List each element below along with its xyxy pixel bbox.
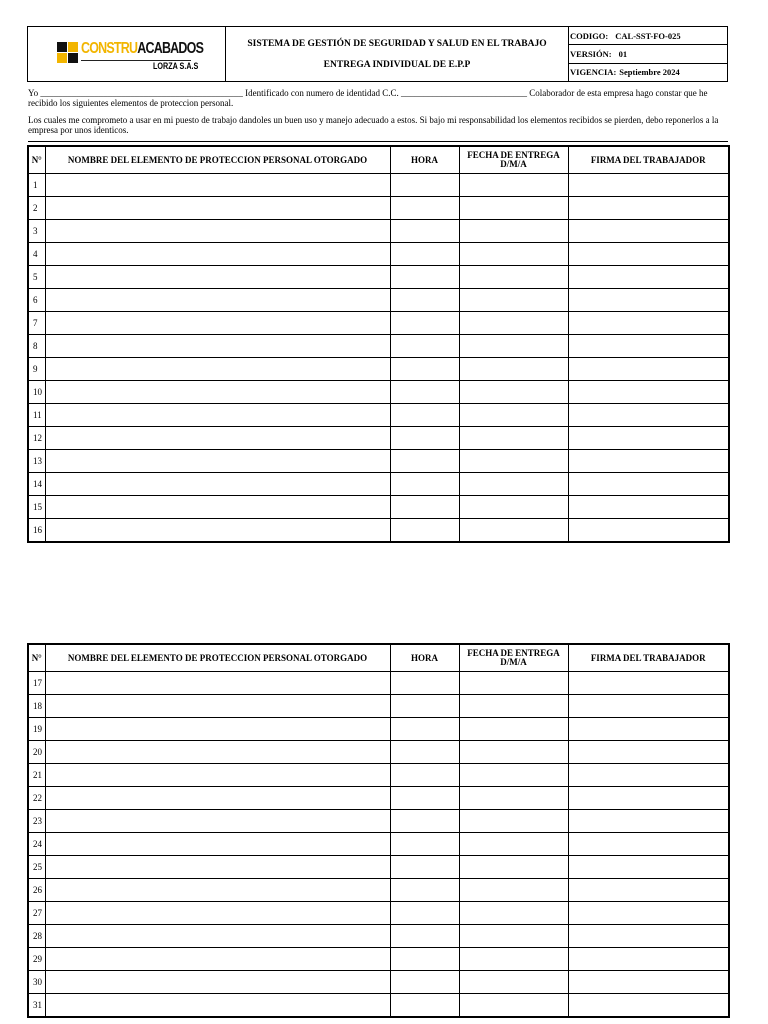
logo-wordmark: CONSTRUACABADOS [80,40,203,57]
col-header-firma: FIRMA DEL TRABAJADOR [568,146,729,174]
hora-field[interactable] [390,312,459,335]
table-row [28,741,729,764]
table-row [28,856,729,879]
firma-field[interactable] [568,519,729,543]
hora-field[interactable] [390,243,459,266]
element-name-field[interactable] [45,810,390,833]
table-row [28,879,729,902]
element-name-field[interactable] [45,695,390,718]
firma-field[interactable] [568,312,729,335]
row-number: 29 [28,948,45,971]
firma-field[interactable] [568,925,729,948]
firma-field[interactable] [568,833,729,856]
hora-field[interactable] [390,741,459,764]
row-number: 9 [28,358,45,381]
table-row [28,764,729,787]
hora-field[interactable] [390,473,459,496]
element-name-field[interactable] [45,672,390,695]
version-label: VERSIÓN: [570,48,612,59]
row-number: 26 [28,879,45,902]
col-header-number: N° [28,146,45,174]
fecha-entrega-field[interactable] [459,174,568,197]
element-name-field[interactable] [45,220,390,243]
firma-field[interactable] [568,787,729,810]
element-name-field[interactable] [45,496,390,519]
row-number: 17 [28,672,45,695]
row-number: 21 [28,764,45,787]
element-name-field[interactable] [45,381,390,404]
table-header-row [28,644,729,672]
col-header-fecha: FECHA DE ENTREGA D/M/A [459,146,568,174]
firma-field[interactable] [568,289,729,312]
element-name-field[interactable] [45,289,390,312]
firma-field[interactable] [568,404,729,427]
element-name-field[interactable] [45,519,390,543]
hora-field[interactable] [390,358,459,381]
row-number: 20 [28,741,45,764]
document-header [27,26,728,82]
element-name-field[interactable] [45,174,390,197]
table-row [28,335,729,358]
fecha-entrega-field[interactable] [459,266,568,289]
row-number: 27 [28,902,45,925]
firma-field[interactable] [568,902,729,925]
table-row [28,358,729,381]
table-row [28,695,729,718]
element-name-field[interactable] [45,994,390,1018]
hora-field[interactable] [390,994,459,1018]
fecha-entrega-field[interactable] [459,764,568,787]
fecha-entrega-field[interactable] [459,358,568,381]
firma-field[interactable] [568,741,729,764]
element-name-field[interactable] [45,833,390,856]
codigo-value: CAL-SST-FO-025 [615,30,681,41]
table-row [28,718,729,741]
row-number: 3 [28,220,45,243]
fecha-entrega-field[interactable] [459,948,568,971]
element-name-field[interactable] [45,948,390,971]
firma-field[interactable] [568,856,729,879]
hora-field[interactable] [390,695,459,718]
hora-field[interactable] [390,787,459,810]
fecha-entrega-field[interactable] [459,787,568,810]
hora-field[interactable] [390,856,459,879]
row-number: 15 [28,496,45,519]
row-number: 23 [28,810,45,833]
firma-field[interactable] [568,358,729,381]
table-header-row [28,146,729,174]
commitment-paragraph: Los cuales me comprometo a usar en mi puesto de trabajo dandoles un buen uso y manejo adecuado a estos. Si bajo mi responsabilidad los elementos recibidos se pierden, debo reponerlos a la empresa por unos identicos. [28,115,719,135]
firma-field[interactable] [568,879,729,902]
hora-field[interactable] [390,450,459,473]
hora-field[interactable] [390,174,459,197]
table-row [28,672,729,695]
hora-field[interactable] [390,833,459,856]
fecha-entrega-field[interactable] [459,381,568,404]
table-row [28,473,729,496]
element-name-field[interactable] [45,902,390,925]
table-row [28,496,729,519]
firma-field[interactable] [568,220,729,243]
firma-field[interactable] [568,810,729,833]
row-number: 28 [28,925,45,948]
fecha-entrega-field[interactable] [459,473,568,496]
firma-field[interactable] [568,948,729,971]
vigencia-value: Septiembre 2024 [619,67,680,78]
fecha-entrega-field[interactable] [459,519,568,543]
table-row [28,519,729,543]
company-logo [57,34,203,74]
row-number: 8 [28,335,45,358]
element-name-field[interactable] [45,879,390,902]
epp-table-1 [27,145,730,543]
firma-field[interactable] [568,266,729,289]
hora-field[interactable] [390,948,459,971]
firma-field[interactable] [568,971,729,994]
col-header-element: NOMBRE DEL ELEMENTO DE PROTECCION PERSONAL OTORGADO [45,146,390,174]
element-name-field[interactable] [45,266,390,289]
epp-table-2 [27,643,730,1018]
row-number: 1 [28,174,45,197]
col-header-element: NOMBRE DEL ELEMENTO DE PROTECCION PERSONAL OTORGADO [45,644,390,672]
firma-field[interactable] [568,473,729,496]
table-row [28,243,729,266]
document-title: SISTEMA DE GESTIÓN DE SEGURIDAD Y SALUD EN EL TRABAJO [247,38,547,49]
divider [28,141,728,142]
fecha-entrega-field[interactable] [459,450,568,473]
hora-field[interactable] [390,427,459,450]
fecha-entrega-field[interactable] [459,243,568,266]
firma-field[interactable] [568,243,729,266]
table-row [28,450,729,473]
fecha-entrega-field[interactable] [459,220,568,243]
row-number: 6 [28,289,45,312]
hora-field[interactable] [390,289,459,312]
row-number: 22 [28,787,45,810]
element-name-field[interactable] [45,971,390,994]
firma-field[interactable] [568,994,729,1018]
row-number: 25 [28,856,45,879]
row-number: 10 [28,381,45,404]
firma-field[interactable] [568,381,729,404]
vigencia-row [569,64,727,81]
fecha-entrega-field[interactable] [459,810,568,833]
col-header-number: N° [28,644,45,672]
row-number: 11 [28,404,45,427]
table-row [28,971,729,994]
fecha-entrega-field[interactable] [459,427,568,450]
table-row [28,833,729,856]
hora-field[interactable] [390,519,459,543]
firma-field[interactable] [568,174,729,197]
fecha-entrega-field[interactable] [459,695,568,718]
table-row [28,427,729,450]
element-name-field[interactable] [45,197,390,220]
codigo-label: CODIGO: [570,30,609,41]
fecha-entrega-field[interactable] [459,741,568,764]
fecha-entrega-field[interactable] [459,971,568,994]
table-row [28,220,729,243]
row-number: 13 [28,450,45,473]
fecha-entrega-field[interactable] [459,856,568,879]
row-number: 7 [28,312,45,335]
table-row [28,381,729,404]
hora-field[interactable] [390,197,459,220]
row-number: 5 [28,266,45,289]
hora-field[interactable] [390,902,459,925]
declaration-paragraph: Yo _____________________________________________ Identificado con numero de identidad C.C. ____________________________ Colaborador de esta empresa hago constar que he recibido los siguientes elementos de proteccion personal. [28,88,708,108]
fecha-entrega-field[interactable] [459,879,568,902]
hora-field[interactable] [390,672,459,695]
element-name-field[interactable] [45,312,390,335]
firma-field[interactable] [568,335,729,358]
element-name-field[interactable] [45,450,390,473]
table-row [28,174,729,197]
row-number: 12 [28,427,45,450]
element-name-field[interactable] [45,764,390,787]
row-number: 31 [28,994,45,1018]
table-row [28,810,729,833]
table-row [28,266,729,289]
col-header-firma: FIRMA DEL TRABAJADOR [568,644,729,672]
element-name-field[interactable] [45,787,390,810]
firma-field[interactable] [568,695,729,718]
row-number: 14 [28,473,45,496]
fecha-entrega-field[interactable] [459,718,568,741]
firma-field[interactable] [568,718,729,741]
vigencia-label: VIGENCIA: [570,67,617,78]
hora-field[interactable] [390,381,459,404]
fecha-entrega-field[interactable] [459,925,568,948]
element-name-field[interactable] [45,856,390,879]
fecha-entrega-field[interactable] [459,902,568,925]
element-name-field[interactable] [45,925,390,948]
firma-field[interactable] [568,197,729,220]
fecha-entrega-field[interactable] [459,672,568,695]
table-row [28,312,729,335]
fecha-entrega-field[interactable] [459,994,568,1018]
hora-field[interactable] [390,718,459,741]
fecha-entrega-field[interactable] [459,404,568,427]
hora-field[interactable] [390,764,459,787]
firma-field[interactable] [568,496,729,519]
row-number: 30 [28,971,45,994]
row-number: 16 [28,519,45,543]
row-number: 4 [28,243,45,266]
table-row [28,404,729,427]
row-number: 24 [28,833,45,856]
table-row [28,289,729,312]
element-name-field[interactable] [45,404,390,427]
col-header-hora: HORA [390,146,459,174]
document-subtitle: ENTREGA INDIVIDUAL DE E.P.P [323,59,471,70]
row-number: 2 [28,197,45,220]
firma-field[interactable] [568,764,729,787]
hora-field[interactable] [390,335,459,358]
row-number: 18 [28,695,45,718]
firma-field[interactable] [568,427,729,450]
element-name-field[interactable] [45,741,390,764]
element-name-field[interactable] [45,473,390,496]
hora-field[interactable] [390,404,459,427]
element-name-field[interactable] [45,243,390,266]
firma-field[interactable] [568,450,729,473]
element-name-field[interactable] [45,335,390,358]
fecha-entrega-field[interactable] [459,335,568,358]
col-header-fecha: FECHA DE ENTREGA D/M/A [459,644,568,672]
meta-cell [569,27,727,81]
col-header-hora: HORA [390,644,459,672]
element-name-field[interactable] [45,718,390,741]
table-row [28,902,729,925]
table-row [28,925,729,948]
hora-field[interactable] [390,496,459,519]
firma-field[interactable] [568,672,729,695]
hora-field[interactable] [390,879,459,902]
codigo-row [569,27,727,45]
element-name-field[interactable] [45,427,390,450]
hora-field[interactable] [390,220,459,243]
hora-field[interactable] [390,810,459,833]
fecha-entrega-field[interactable] [459,197,568,220]
fecha-entrega-field[interactable] [459,833,568,856]
hora-field[interactable] [390,266,459,289]
element-name-field[interactable] [45,358,390,381]
logo-cell [28,27,226,81]
fecha-entrega-field[interactable] [459,496,568,519]
fecha-entrega-field[interactable] [459,312,568,335]
table-row [28,787,729,810]
title-cell [226,27,569,81]
version-row [569,45,727,63]
table-row [28,994,729,1018]
row-number: 19 [28,718,45,741]
hora-field[interactable] [390,971,459,994]
version-value: 01 [618,48,628,59]
fecha-entrega-field[interactable] [459,289,568,312]
hora-field[interactable] [390,925,459,948]
table-row [28,197,729,220]
logo-subtitle: LORZA S.A.S [152,61,198,71]
table-row [28,948,729,971]
